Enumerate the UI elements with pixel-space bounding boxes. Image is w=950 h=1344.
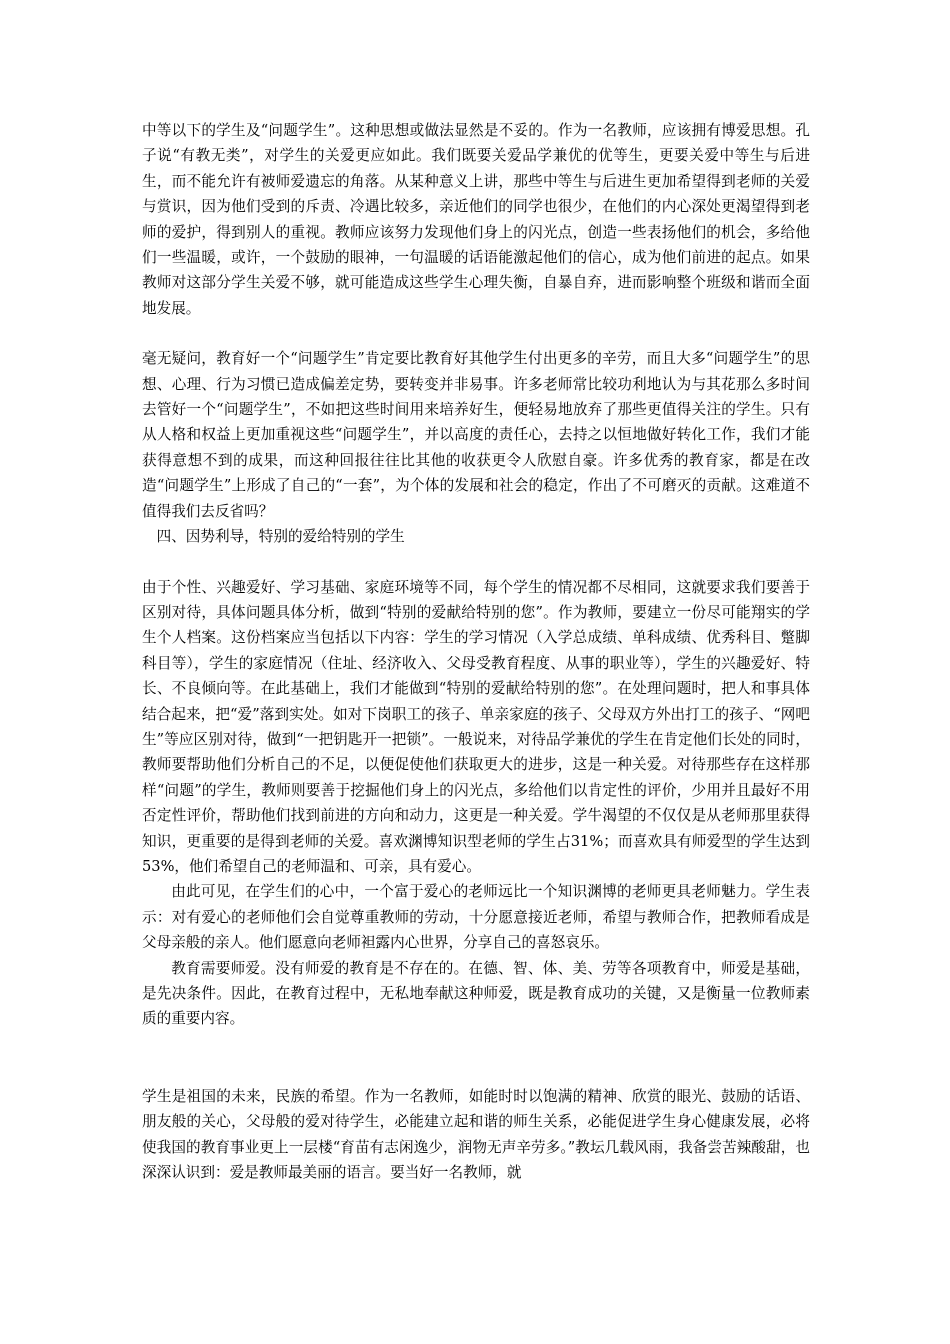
paragraph-3: 由于个性、兴趣爱好、学习基础、家庭环境等不同，每个学生的情况都不尽相同，这就要求我们要善于区别对待，具体问题具体分析，做到“特别的爱献给特别的您”。作为教师，要建立一份尽可能翔实的学生个人档案。这份档案应当包括以下内容：学生的学习情况（入学总成绩、单科成绩、优秀科目、蹩脚科目等），学生的家庭情况（住址、经济收入、父母受教育程度、从事的职业等），学生的兴趣爱好、特长、不良倾向等。在此基础上，我们才能做到“特别的爱献给特别的您”。在处理问题时，把人和事具体结合起来，把“爱”落到实处。如对下岗职工的孩子、单亲家庭的孩子、父母双方外出打工的孩子、“网吧生”等应区别对待，做到“一把钥匙开一把锁”。一般说来，对待品学兼优的学生在肯定他们长处的同时，教师要帮助他们分析自己的不足，以便促使他们获取更大的进步，这是一种关爱。对待那些存在这样那样“问题”的学生，教师则要善于挖掘他们身上的闪光点，多给他们以肯定性的评价，少用并且最好不用否定性评价，帮助他们找到前进的方向和动力，这更是一种关爱。学牛渴望的不仅仅是从老师那里获得知识，更重要的是得到老师的关爱。喜欢渊博知识型老师的学生占31%；而喜欢具有师爱型的学生达到53%，他们希望自己的老师温和、可亲，具有爱心。 — [142, 578, 810, 875]
paragraph-1: 中等以下的学生及“问题学生”。这种思想或做法显然是不妥的。作为一名教师，应该拥有博爱思想。孔子说“有教无类”，对学生的关爱更应如此。我们既要关爱品学兼优的优等生，更要关爱中等生与后进生，而不能允许有被师爱遗忘的角落。从某种意义上讲，那些中等生与后进生更加希望得到老师的关爱与赏识，因为他们受到的斥责、冷遇比较多，亲近他们的同学也很少，在他们的内心深处更渴望得到老师的爱护，得到别人的重视。教师应该努力发现他们身上的闪光点，创造一些表扬他们的机会，多给他们一些温暖，或许，一个鼓励的眼神，一句温暖的话语能激起他们的信心，成为他们前进的起点。如果教师对这部分学生关爱不够，就可能造成这些学生心理失衡，自暴自弃，进而影响整个班级和谐而全面地发展。 — [142, 122, 810, 317]
paragraph-gap — [142, 321, 810, 346]
paragraph-4: 由此可见，在学生们的心中，一个富于爱心的老师远比一个知识渊博的老师更具老师魅力。学生表示：对有爱心的老师他们会自觉尊重教师的劳动，十分愿意接近老师，希望与教师合作，把教师看成是父母亲般的亲人。他们愿意向老师袒露内心世界，分享自己的喜怒哀乐。 — [142, 883, 810, 952]
paragraph-gap — [142, 550, 810, 575]
section-heading: 四、因势利导，特别的爱给特别的学生 — [156, 528, 405, 546]
paragraph-2: 毫无疑问，教育好一个“问题学生”肯定要比教育好其他学生付出更多的辛劳，而且大多“问题学生”的思想、心理、行为习惯已造成偏差定势，要转变并非易事。许多老师常比较功利地认为与其花那么多时间去管好一个“问题学生”，不如把这些时间用来培养好生，便轻易地放弃了那些更值得关注的学生。只有从人格和权益上更加重视这些“问题学生”，并以高度的责任心，去持之以恒地做好转化工作，我们才能获得意想不到的成果，而这种回报往往比其他的收获更令人欣慰自豪。许多优秀的教育家，都是在改造“问题学生”上形成了自己的“一套”，为个体的发展和社会的稳定，作出了不可磨灭的贡献。这难道不值得我们去反省吗？ — [142, 350, 810, 520]
paragraph-6: 学生是祖国的未来，民族的希望。作为一名教师，如能时时以饱满的精神、欣赏的眼光、鼓励的话语、朋友般的关心，父母般的爱对待学生，必能建立起和谐的师生关系，必能促进学生身心健康发展，必将使我国的教育事业更上一层楼“育苗有志闲逸少，润物无声辛劳多。”教坛几载风雨，我备尝苦辣酸甜，也深深认识到：爱是教师最美丽的语言。要当好一名教师，就 — [142, 1087, 810, 1182]
paragraph-gap — [142, 1032, 810, 1084]
document-page — [142, 118, 810, 1185]
paragraph-5: 教育需要师爱。没有师爱的教育是不存在的。在德、智、体、美、劳等各项教育中，师爱是基础，是先决条件。因此，在教育过程中，无私地奉献这种师爱，既是教育成功的关键，又是衡量一位教师素质的重要内容。 — [142, 959, 810, 1028]
